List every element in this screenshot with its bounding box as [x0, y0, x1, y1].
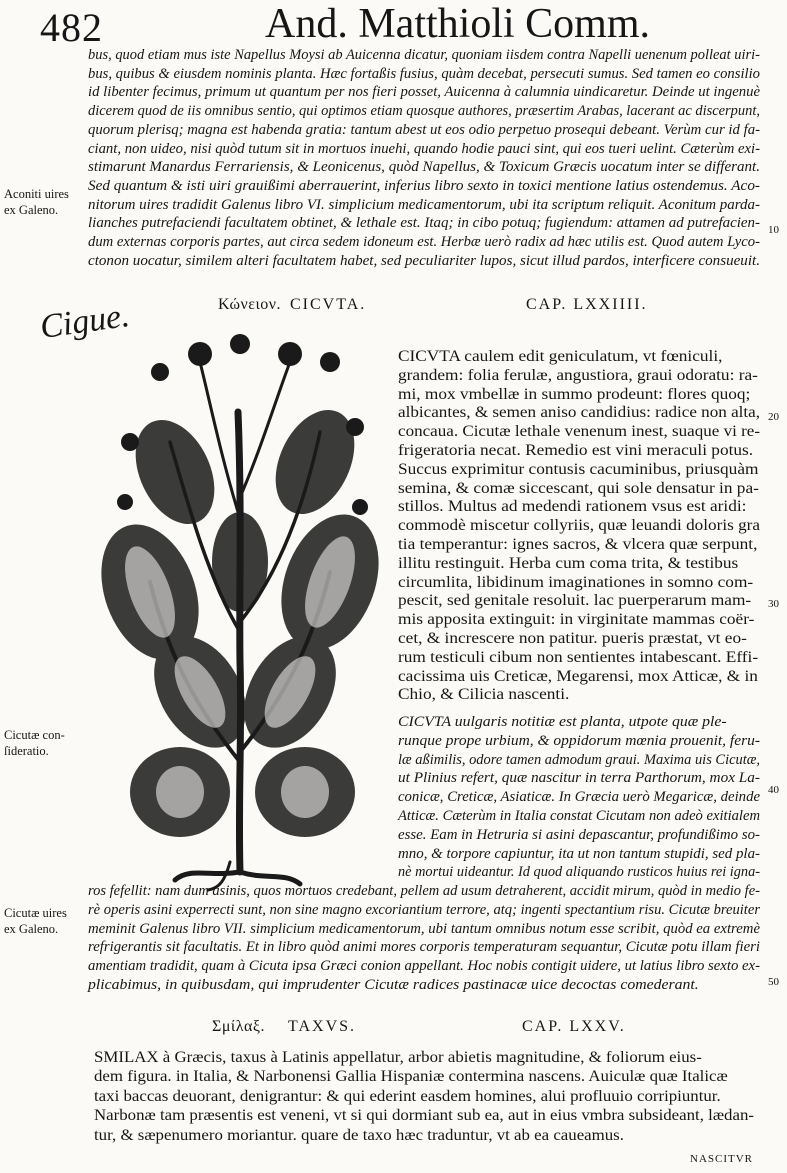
margin-line: ſideratio.	[4, 744, 49, 758]
text-line: circumlita, libidinum imaginationes in somno com-	[398, 573, 754, 591]
line-number: 10	[768, 224, 779, 236]
main-stem	[238, 412, 241, 872]
handwritten-annotation: Cigue.	[37, 296, 132, 347]
text-line: mis apposita extinguit: in virginitate mammas coër-	[398, 611, 755, 629]
text-line: læ aßimilis, odore tamen admodum graui. Maxima uis Cicutæ,	[398, 751, 760, 768]
text-line: pescit, sed genitale resoluit. lac puerperarum mam-	[398, 592, 752, 610]
line-number: 30	[768, 598, 779, 610]
text-line: albicantes, & semen aniso candidius: radice non alta,	[398, 404, 760, 422]
text-line: ros fefellit: nam dum asinis, quos mortuos credebant, pellem ad usum detraherent, accidit mirum, quòd in medio fe-	[88, 883, 760, 899]
text-line: rè operis asini experrecti sunt, non sine magno excoriantium terrore, atq; ingenti spectantium risu. Cicutæ breuiter	[88, 901, 760, 918]
text-line: frigeratoria necat. Remedio est vini meraculi potus.	[398, 442, 754, 459]
text-line: meminit Galenus libro VII. simplicium medicamentorum, ubi tantum omnibus notum esse scribit, quòd ea extremè	[88, 920, 760, 937]
text-line: id libenter fecimus, primum ut quantum per nos fieri posset, Auicenna à calumnia uindicaretur. Deinde ut ingenuè	[88, 84, 760, 101]
text-line: Chio, & Cilicia nascenti.	[398, 686, 570, 704]
text-line: Succus exprimitur contusis cacuminibus, priusquàm	[398, 460, 759, 478]
chapter-title: CICVTA.	[290, 296, 367, 313]
text-line: Sed quantum & isti uiri grauißimi aberrauerint, inferius libro sexto in toxici mentione latius ostendemus. Aco-	[88, 177, 760, 194]
text-line: esse. Eam in Hetruria si asini depascantur, profundißimo so-	[398, 826, 760, 843]
text-line: ctonon uocatur, similem alteri facultatem habet, sed peculiariter lupos, sicut illud pardos, interficere consueuit.	[88, 252, 760, 269]
text-line: nitorum uires tradidit Galenus libro VI. simplicium medicamentorum, ubi ita scriptum reliquit. Aconitum parda-	[88, 196, 760, 213]
text-line: refrigerantis sit facultatis. Et in libro quòd animi mores corporis temperaturam sequantur, Cicutæ potu illam fieri	[88, 939, 760, 956]
text-line: ut Plinius refert, quæ nascitur in terra Parthorum, mox La-	[398, 770, 760, 787]
text-line: cet, & increscere non patitur. pueris præstat, vt eo-	[398, 630, 747, 647]
text-line: cacissima uis Creticæ, Megarensi, mox Atticæ, & in	[398, 667, 758, 685]
text-line: taxi baccas deuorant, denigrantur: & qui ederint easdem homines, alui profluuio corripiuntur.	[94, 1087, 721, 1105]
margin-line: Cicutæ con-	[4, 728, 65, 742]
text-line: dicerem quod de iis omnibus sentio, qui optimos etiam quosque authores, præsertim Arabas, lacerant ac discerpunt,	[88, 103, 760, 120]
text-line: mi, mox vmbellæ in summo prodeunt: flores quoq;	[398, 385, 751, 403]
text-line: concaua. Cicutæ lethale venenum inest, suaque vi re-	[398, 423, 760, 441]
margin-note-cicutae-uires	[4, 905, 67, 937]
text-line: SMILAX à Græcis, taxus à Latinis appellatur, arbor abietis magnitudine, & foliorum eius-	[94, 1049, 702, 1066]
text-line: rum testiculi cibum non sentientes intabescant. Effi-	[398, 648, 759, 666]
text-line: illitu restinguit. Herba cum coma trita, & testibus	[398, 554, 739, 572]
margin-line: Aconiti uires	[4, 187, 69, 201]
text-line: Narbonæ tam præsentis est veneni, vt si qui dormiant sub ea, aut in eius vmbra subsideant, lædan-	[94, 1107, 754, 1125]
root	[175, 872, 240, 880]
text-line: stimarunt Manardus Ferrariensis, & Leonicenus, quòd Napellus, & Toxicum Græcis uocatum inter se differant.	[88, 159, 760, 176]
text-line: tia temperantur: ignes sacros, & vlcera quæ serpunt,	[398, 536, 758, 553]
text-line: bus, quod etiam mus iste Napellus Moysi ab Auicenna dicatur, quoniam iisdem contra Napelli uenenum polleat uiri-	[88, 47, 760, 63]
margin-note-cicutae-consideratio	[4, 727, 65, 759]
cicuta-woodcut-illustration	[90, 332, 390, 892]
text-line: stillos. Multus ad medendi rationem vsus est aridi:	[398, 498, 747, 516]
text-line: plicabimus, in quibusdam, qui imprudenter Cicutæ radices pastinacæ uice decoctas comederant.	[88, 977, 699, 993]
text-line: quorum plerisq; magna est habenda gratia: tantum abest ut eos odio perpetuo prosequi debeant. Verùm cur id fa-	[88, 121, 760, 138]
text-line: dum externas corporis partes, aut circa sedem idoneum est. Herbæ uerò radix ad hæc utilis est. Quod autem Lyco-	[88, 234, 760, 250]
text-line: conicæ, Creticæ, Asiaticæ. In Græcia uerò Megaricæ, deinde	[398, 789, 760, 806]
text-line: tur, & sæpenumero moriantur. quare de taxo hæc traduntur, vt ab ea caueamus.	[94, 1126, 624, 1144]
line-number: 50	[768, 976, 779, 988]
text-line: Atticæ. Cæterùm in Italia constat Cicutam non adeò exitialem	[398, 808, 760, 824]
chapter-greek-title: Σμίλαξ.	[212, 1018, 265, 1035]
running-title: And. Matthioli Comm.	[265, 1, 651, 47]
margin-line: ex Galeno.	[4, 922, 59, 936]
text-line: nè mortui uideantur. Id quod aliquando rusticos huius rei igna-	[398, 864, 760, 881]
margin-line: Cicutæ uires	[4, 906, 67, 920]
margin-line: ex Galeno.	[4, 203, 59, 217]
text-line: lianches putrefaciendi facultatem obtinet, & lethale est. Itaq; in cibo potuq; fugiendum: attamen ad putrefacien-	[88, 215, 760, 232]
chapter-title: TAXVS.	[288, 1018, 357, 1035]
text-line: grandem: folia ferulæ, angustiora, graui odoratu: ra-	[398, 366, 758, 384]
chapter-greek-title: Κώνειον.	[218, 296, 281, 313]
chapter-number: CAP. LXXV.	[522, 1018, 626, 1035]
text-line: dem figura. in Italia, & Narbonensi Gallia Hispaniæ contermina nascens. Auiculæ quæ Italicæ	[94, 1068, 728, 1086]
text-line: CICVTA caulem edit geniculatum, vt fœniculi,	[398, 348, 723, 365]
margin-note-aconiti	[4, 186, 69, 218]
line-number: 20	[768, 411, 779, 423]
chapter-number: CAP. LXXIIII.	[526, 296, 648, 313]
text-line: ciant, non uideo, nisi quòd tutum sit in mortuos inuehi, quando hodie pauci sint, qui eos tueri uelint. Cæterùm exi-	[88, 140, 760, 157]
text-line: semina, & comæ siccescant, qui sole densatur in pa-	[398, 479, 759, 497]
text-line: runque prope urbium, & oppidorum mœnia prouenit, feru-	[398, 732, 760, 749]
catchword: NASCITVR	[690, 1153, 754, 1165]
text-line: mno, & torpore capiuntur, ita ut non tantum stupidi, sed pla-	[398, 845, 760, 862]
text-line: CICVTA uulgaris notitiæ est planta, utpote quæ ple-	[398, 714, 727, 730]
line-number: 40	[768, 784, 779, 796]
text-line: bus, quibus & eiusdem nominis planta. Hæc fortaßis fusius, quàm decebat, persecuti sumus. Sed tamen eo consilio	[88, 65, 760, 82]
page-number: 482	[40, 5, 103, 50]
text-line: amentiam tradidit, quam à Cicuta ipsa Græci conion appellant. Hoc nobis contigit uidere, ut latius libro sexto ex-	[88, 958, 760, 975]
text-line: commodè miscetur collyriis, quæ leuandi doloris gra	[398, 517, 760, 535]
